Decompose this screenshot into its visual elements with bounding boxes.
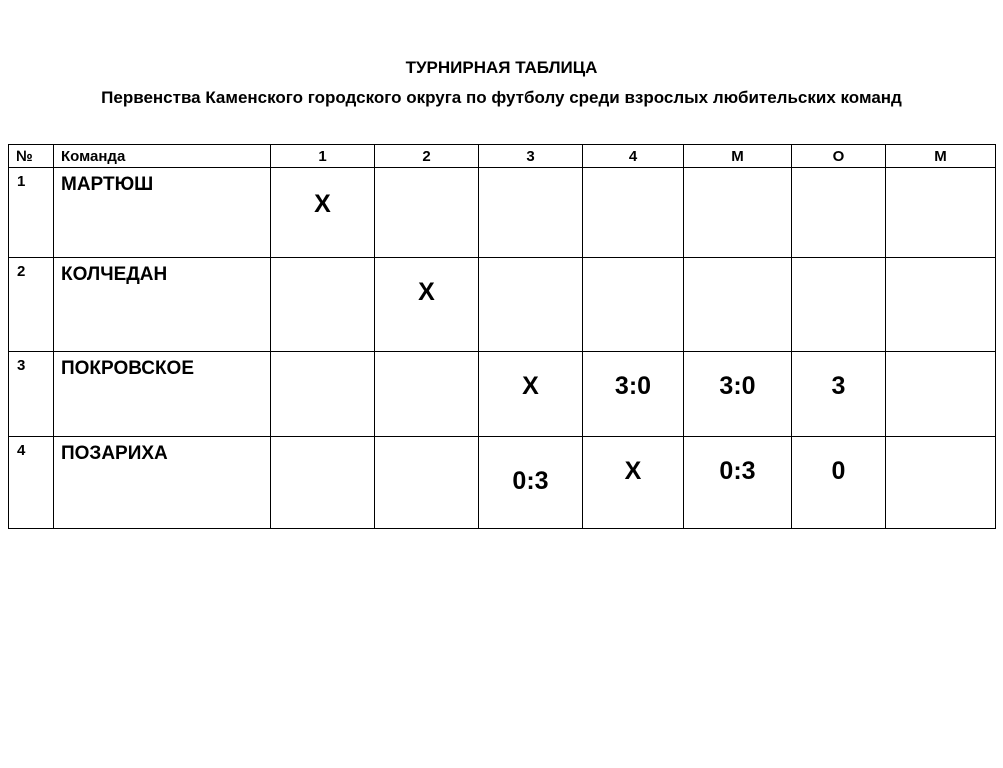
header-points: О [792, 145, 886, 168]
result-cell: Х [271, 168, 375, 258]
header-team: Команда [54, 145, 271, 168]
points-cell: 3 [792, 352, 886, 437]
result-cell: Х [375, 258, 479, 352]
points-cell [792, 258, 886, 352]
team-name: ПОКРОВСКОЕ [54, 352, 271, 437]
row-number: 4 [9, 437, 54, 529]
result-cell [271, 437, 375, 529]
table-row [9, 168, 996, 258]
header-place: М [886, 145, 996, 168]
table-row [9, 258, 996, 352]
result-cell: 0:3 [479, 437, 583, 529]
result-cell [583, 168, 684, 258]
result-cell: Х [583, 437, 684, 529]
result-cell [271, 258, 375, 352]
header-number: № [9, 145, 54, 168]
table-row [9, 437, 996, 529]
place-cell [886, 168, 996, 258]
points-cell: 0 [792, 437, 886, 529]
goals-cell [684, 258, 792, 352]
team-name: КОЛЧЕДАН [54, 258, 271, 352]
table-header-row [9, 145, 996, 168]
table-row [9, 352, 996, 437]
goals-cell [684, 168, 792, 258]
result-cell [375, 437, 479, 529]
header-col-2: 2 [375, 145, 479, 168]
place-cell [886, 352, 996, 437]
header-col-1: 1 [271, 145, 375, 168]
result-cell: 3:0 [583, 352, 684, 437]
team-name: ПОЗАРИХА [54, 437, 271, 529]
row-number: 3 [9, 352, 54, 437]
result-cell [583, 258, 684, 352]
row-number: 1 [9, 168, 54, 258]
result-cell [375, 168, 479, 258]
goals-cell: 0:3 [684, 437, 792, 529]
header-goals: М [684, 145, 792, 168]
points-cell [792, 168, 886, 258]
header-col-3: 3 [479, 145, 583, 168]
result-cell [479, 168, 583, 258]
page-title: ТУРНИРНАЯ ТАБЛИЦА [405, 58, 598, 77]
place-cell [886, 437, 996, 529]
result-cell [375, 352, 479, 437]
header-col-4: 4 [583, 145, 684, 168]
result-cell [271, 352, 375, 437]
page-subtitle: Первенства Каменского городского округа по футболу среди взрослых любительских команд [101, 88, 902, 107]
row-number: 2 [9, 258, 54, 352]
goals-cell: 3:0 [684, 352, 792, 437]
result-cell [479, 258, 583, 352]
result-cell: Х [479, 352, 583, 437]
team-name: МАРТЮШ [54, 168, 271, 258]
standings-table [8, 144, 996, 529]
place-cell [886, 258, 996, 352]
